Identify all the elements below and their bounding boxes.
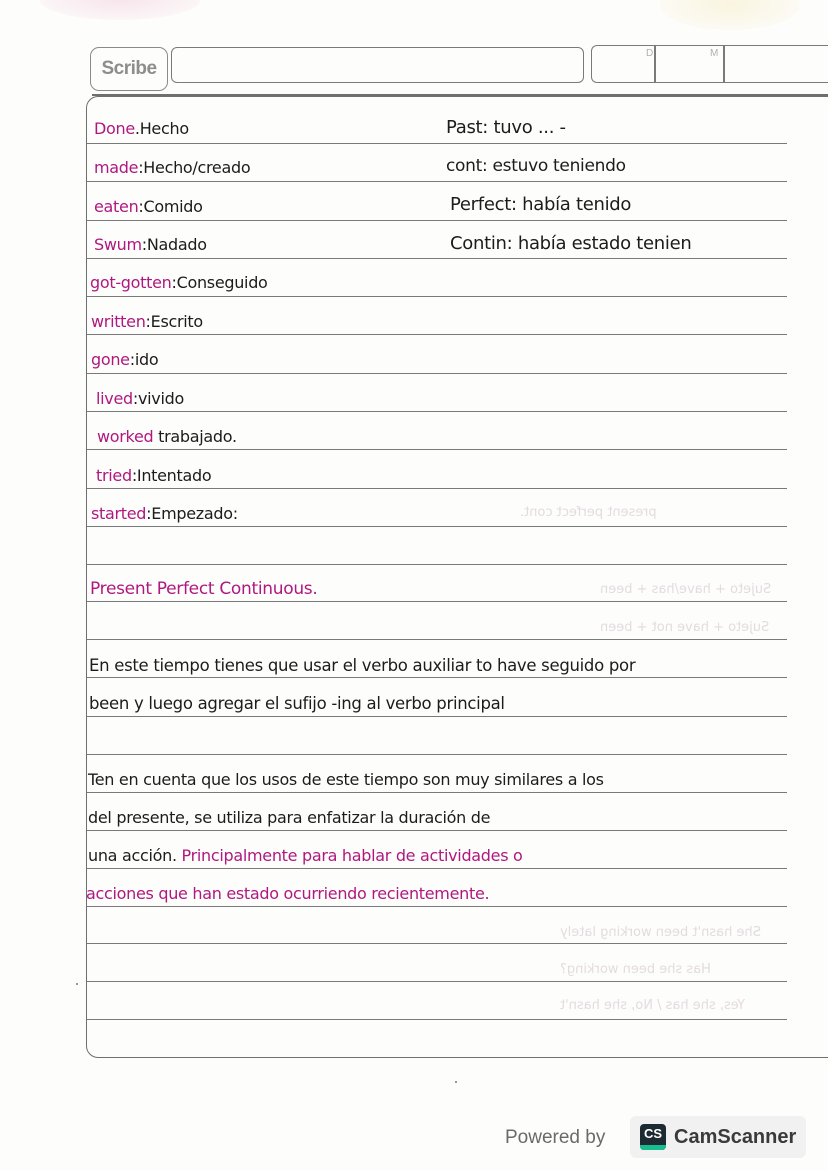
vocab-item xyxy=(94,197,203,216)
vocab-term: written xyxy=(91,312,146,331)
line-text: una acción. xyxy=(88,846,182,865)
vocab-meaning: Hecho/creado xyxy=(143,158,251,177)
vocab-meaning: Empezado: xyxy=(151,504,238,523)
vocab-separator: : xyxy=(132,389,138,408)
paragraph-line: En este tiempo tienes que usar el verbo auxiliar to have seguido por xyxy=(89,656,636,675)
highlight-text: acciones que han estado ocurriendo recientemente. xyxy=(86,884,490,903)
ruled-line xyxy=(87,716,787,717)
date-divider xyxy=(654,46,656,82)
bleed-through-text: Yes, she has / No, she hasn't xyxy=(560,998,745,1013)
ruled-line xyxy=(87,334,787,335)
vocab-separator: : xyxy=(145,312,151,331)
vocab-term: lived xyxy=(96,389,133,408)
vocab-item xyxy=(94,235,207,254)
vocab-item xyxy=(90,273,268,292)
camscanner-logo-icon xyxy=(640,1124,666,1150)
ruled-line xyxy=(87,601,787,602)
vocab-separator: : xyxy=(141,235,147,254)
cs-icon-label: CS xyxy=(643,1126,663,1141)
ruled-line xyxy=(87,981,787,982)
ruled-line xyxy=(87,906,787,907)
ruled-line xyxy=(87,488,787,489)
camscanner-badge xyxy=(630,1116,806,1158)
notebook-brand-logo xyxy=(90,47,168,91)
vocab-item xyxy=(91,312,203,331)
ruled-line xyxy=(87,449,787,450)
day-label: D xyxy=(646,48,654,59)
ruled-line xyxy=(87,143,787,144)
paragraph-line: been y luego agregar el sufijo -ing al verbo principal xyxy=(89,694,505,713)
title-field xyxy=(171,47,584,83)
line-text: del presente, se utiliza para enfatizar la duración de xyxy=(88,808,491,827)
vocab-meaning: Nadado xyxy=(146,235,207,254)
tense-note: cont: estuvo teniendo xyxy=(446,156,626,176)
paragraph-line xyxy=(86,884,489,903)
date-divider xyxy=(723,46,725,82)
ruled-line xyxy=(87,220,787,221)
brand-label: Scribe xyxy=(101,58,157,79)
vocab-meaning: trabajado. xyxy=(158,427,237,446)
bleed-through-text: present perfect cont. xyxy=(520,505,657,520)
vocab-term: worked xyxy=(97,427,154,446)
section-heading: Present Perfect Continuous. xyxy=(90,579,318,599)
highlight-text: Principalmente para hablar de actividades o xyxy=(181,846,523,865)
ruled-line xyxy=(87,943,787,944)
bleed-through-text: Sujeto + have not + been xyxy=(600,620,770,635)
ruled-line xyxy=(87,564,787,565)
ruled-line xyxy=(87,181,787,182)
ruled-line xyxy=(87,639,787,640)
line-text: Ten en cuenta que los usos de este tiempo son muy similares a los xyxy=(88,770,604,789)
tense-note: Perfect: había tenido xyxy=(450,194,632,215)
ruled-line xyxy=(87,258,787,259)
vocab-meaning: Escrito xyxy=(150,312,203,331)
vocab-item xyxy=(96,389,184,408)
paragraph-line xyxy=(88,770,604,789)
vocab-meaning: Comido xyxy=(143,197,203,216)
vocab-item xyxy=(94,158,250,177)
vocab-item xyxy=(91,504,238,523)
vocab-item xyxy=(94,119,189,138)
vocab-meaning: vivido xyxy=(137,389,184,408)
tense-note: Past: tuvo ... - xyxy=(446,117,566,138)
vocab-term: got-gotten xyxy=(90,273,172,292)
vocab-term: Done xyxy=(94,119,135,138)
camscanner-name: CamScanner xyxy=(674,1125,797,1148)
vocab-meaning: Conseguido xyxy=(176,273,268,292)
page-stain xyxy=(660,0,800,30)
vocab-meaning: Hecho xyxy=(139,119,189,138)
vocab-meaning: Intentado xyxy=(136,466,212,485)
date-field xyxy=(591,45,828,83)
vocab-separator: : xyxy=(129,350,135,369)
vocab-separator: : xyxy=(146,504,152,523)
vocab-term: Swum xyxy=(94,235,142,254)
vocab-term: gone xyxy=(91,350,130,369)
powered-by-label: Powered by xyxy=(505,1127,606,1148)
vocab-term: started xyxy=(91,504,147,523)
page-stain xyxy=(40,0,200,20)
month-label: M xyxy=(710,48,719,59)
vocab-separator: : xyxy=(138,158,144,177)
ruled-line xyxy=(87,1019,787,1020)
vocab-term: tried xyxy=(96,466,132,485)
vocab-item xyxy=(97,427,237,446)
vocab-item xyxy=(96,466,211,485)
speck xyxy=(455,1081,457,1083)
ruled-line xyxy=(87,868,787,869)
vocab-term: made xyxy=(94,158,139,177)
vocab-separator: . xyxy=(134,119,140,138)
bleed-through-text: Sujeto + have/has + been xyxy=(600,582,772,597)
ruled-line xyxy=(87,526,787,527)
speck xyxy=(76,983,78,985)
vocab-meaning: ido xyxy=(134,350,159,369)
vocab-separator: : xyxy=(171,273,177,292)
ruled-line xyxy=(87,411,787,412)
paragraph-line xyxy=(88,808,490,827)
ruled-line xyxy=(87,373,787,374)
ruled-line xyxy=(87,792,787,793)
tense-note: Contin: había estado tenien xyxy=(450,233,692,254)
ruled-line xyxy=(87,830,787,831)
vocab-separator: : xyxy=(131,466,137,485)
ruled-line xyxy=(87,296,787,297)
vocab-separator: : xyxy=(138,197,144,216)
vocab-term: eaten xyxy=(94,197,139,216)
vocab-item xyxy=(91,350,158,369)
ruled-line xyxy=(87,754,787,755)
ruled-line xyxy=(87,677,787,678)
bleed-through-text: Has she been working? xyxy=(560,962,711,977)
paragraph-line xyxy=(88,846,523,865)
bleed-through-text: She hasn't been working lately xyxy=(560,925,761,940)
